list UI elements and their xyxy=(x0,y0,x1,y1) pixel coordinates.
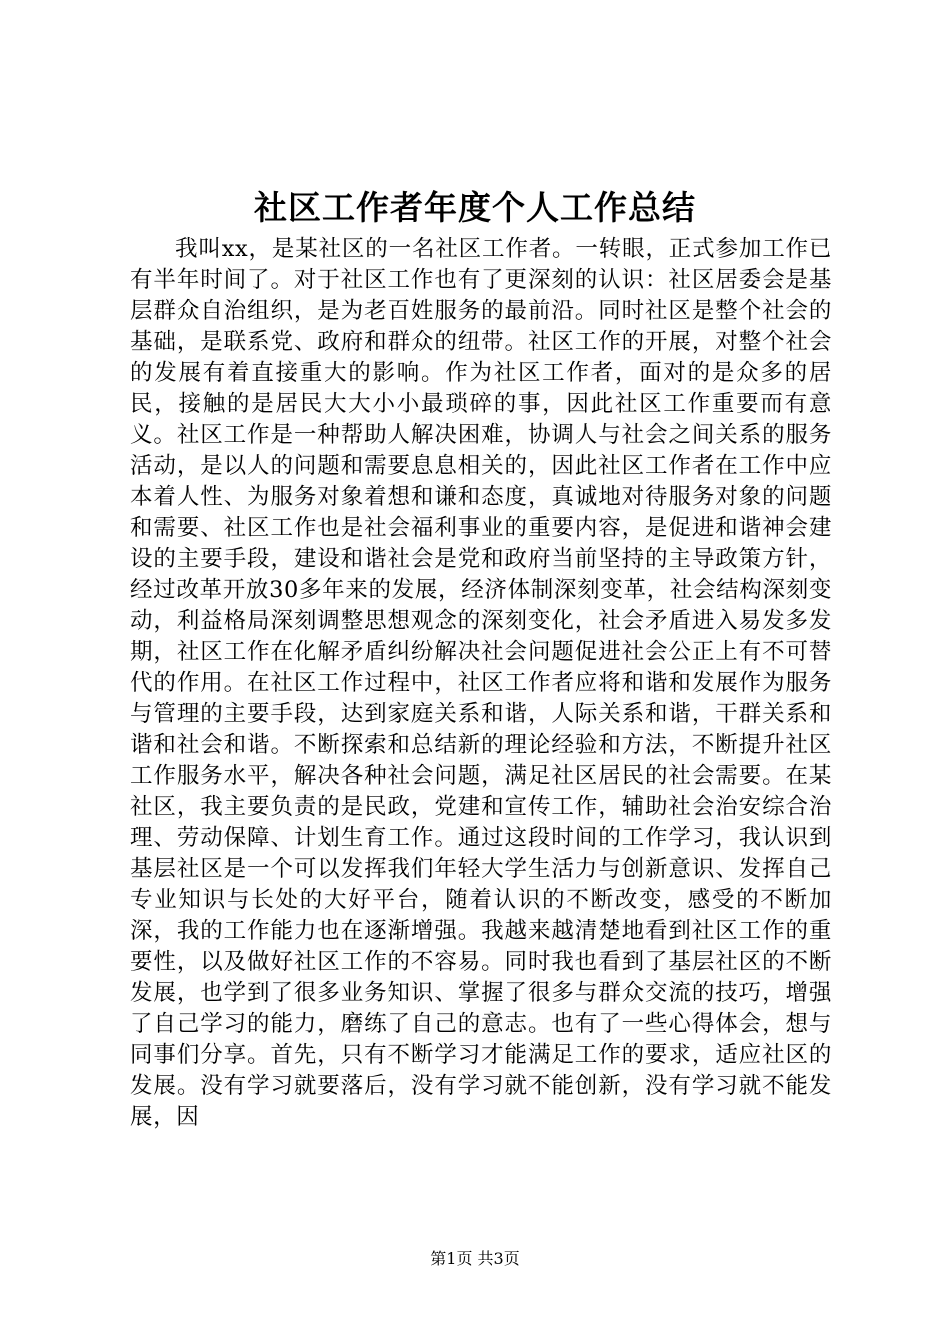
document-title: 社区工作者年度个人工作总结 xyxy=(254,188,696,227)
document-body-paragraph: 我叫xx，是某社区的一名社区工作者。一转眼，正式参加工作已有半年时间了。对于社区工作也有了更深刻的认识：社区居委会是基层群众自治组织，是为老百姓服务的最前沿。同时社区是整个社会的基础，是联系党、政府和群众的纽带。社区工作的开展，对整个社会的发展有着直接重大的影响。作为社区工作者，面对的是众多的居民，接触的是居民大大小小最琐碎的事，因此社区工作重要而有意义。社区工作是一种帮助人解决困难，协调人与社会之间关系的服务活动，是以人的问题和需要息息相关的，因此社区工作者在工作中应本着人性、为服务对象着想和谦和态度，真诚地对待服务对象的问题和需要、社区工作也是社会福利事业的重要内容，是促进和谐神会建设的主要手段，建设和谐社会是党和政府当前坚持的主导政策方针，经过改革开放30多年来的发展，经济体制深刻变革，社会结构深刻变动，利益格局深刻调整思想观念的深刻变化，社会矛盾进入易发多发期，社区工作在化解矛盾纠纷解决社会问题促进社会公正上有不可替代的作用。在社区工作过程中，社区工作者应将和谐和发展作为服务与管理的主要手段，达到家庭关系和谐，人际关系和谐，干群关系和谐和社会和谐。不断探索和总结新的理论经验和方法，不断提升社区工作服务水平，解决各种社会问题，满足社区居民的社会需要。在某社区，我主要负责的是民政，党建和宣传工作，辅助社会治安综合治理、劳动保障、计划生育工作。通过这段时间的工作学习，我认识到基层社区是一个可以发挥我们年轻大学生活力与创新意识、发挥自己专业知识与长处的大好平台，随着认识的不断改变，感受的不断加深，我的工作能力也在逐渐增强。我越来越清楚地看到社区工作的重要性，以及做好社区工作的不容易。同时我也看到了基层社区的不断发展，也学到了很多业务知识、掌握了很多与群众交流的技巧，增强了自己学习的能力，磨练了自己的意志。也有了一些心得体会，想与同事们分享。首先，只有不断学习才能满足工作的要求，适应社区的发展。没有学习就要落后，没有学习就不能创新，没有学习就不能发展，因 xyxy=(130,236,832,1130)
page-number-footer: 第1页 共3页 xyxy=(430,1249,520,1268)
